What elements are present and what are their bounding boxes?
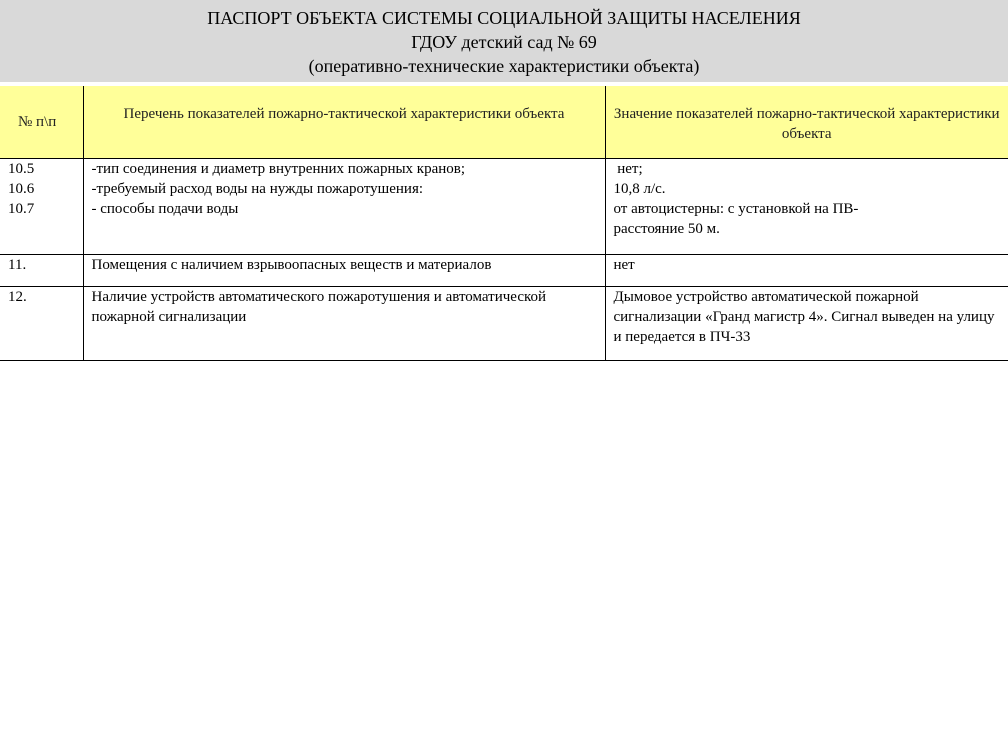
row-number: 12. bbox=[0, 286, 83, 360]
title-header bbox=[0, 0, 1008, 82]
table-header-row bbox=[0, 86, 1008, 158]
table-row bbox=[0, 158, 1008, 254]
indicator-cell bbox=[83, 158, 605, 254]
table-row bbox=[0, 286, 1008, 360]
indicator-text: -тип соединения и диаметр внутренних пожарных кранов; bbox=[91, 160, 466, 177]
value-text: нет; bbox=[613, 160, 643, 177]
column-header-number: № п\п bbox=[0, 86, 83, 158]
indicator-text: Наличие устройств автоматического пожаротушения и автоматической пожарной сигнализации bbox=[83, 286, 605, 360]
title-line-1: ПАСПОРТ ОБЪЕКТА СИСТЕМЫ СОЦИАЛЬНОЙ ЗАЩИТЫ НАСЕЛЕНИЯ bbox=[207, 8, 801, 28]
row-number: 11. bbox=[0, 254, 83, 286]
title-line-2: ГДОУ детский сад № 69 bbox=[411, 32, 597, 52]
row-number: 10.7 bbox=[8, 200, 35, 217]
value-text: Дымовое устройство автоматической пожарной сигнализации «Гранд магистр 4». Сигнал выведен на улицу и передается в ПЧ-33 bbox=[605, 286, 1008, 360]
row-number: 10.6 bbox=[8, 180, 35, 197]
title-line-3: (оперативно-технические характеристики объекта) bbox=[308, 56, 700, 76]
indicator-text: -требуемый расход воды на нужды пожаротушения: bbox=[91, 180, 424, 197]
value-text: расстояние 50 м. bbox=[613, 220, 720, 237]
row-number-cell bbox=[0, 158, 83, 254]
indicator-text: - способы подачи воды bbox=[91, 200, 239, 217]
characteristics-table bbox=[0, 86, 1008, 361]
column-header-values: Значение показателей пожарно-тактической характеристики объекта bbox=[605, 86, 1008, 158]
value-cell bbox=[605, 158, 1008, 254]
indicator-text: Помещения с наличием взрывоопасных веществ и материалов bbox=[83, 254, 605, 286]
value-text: от автоцистерны: с установкой на ПВ- bbox=[613, 200, 859, 217]
column-header-indicators: Перечень показателей пожарно-тактической характеристики объекта bbox=[83, 86, 605, 158]
value-text: 10,8 л/с. bbox=[613, 180, 666, 197]
row-number: 10.5 bbox=[8, 160, 35, 177]
table-row bbox=[0, 254, 1008, 286]
value-text: нет bbox=[605, 254, 1008, 286]
